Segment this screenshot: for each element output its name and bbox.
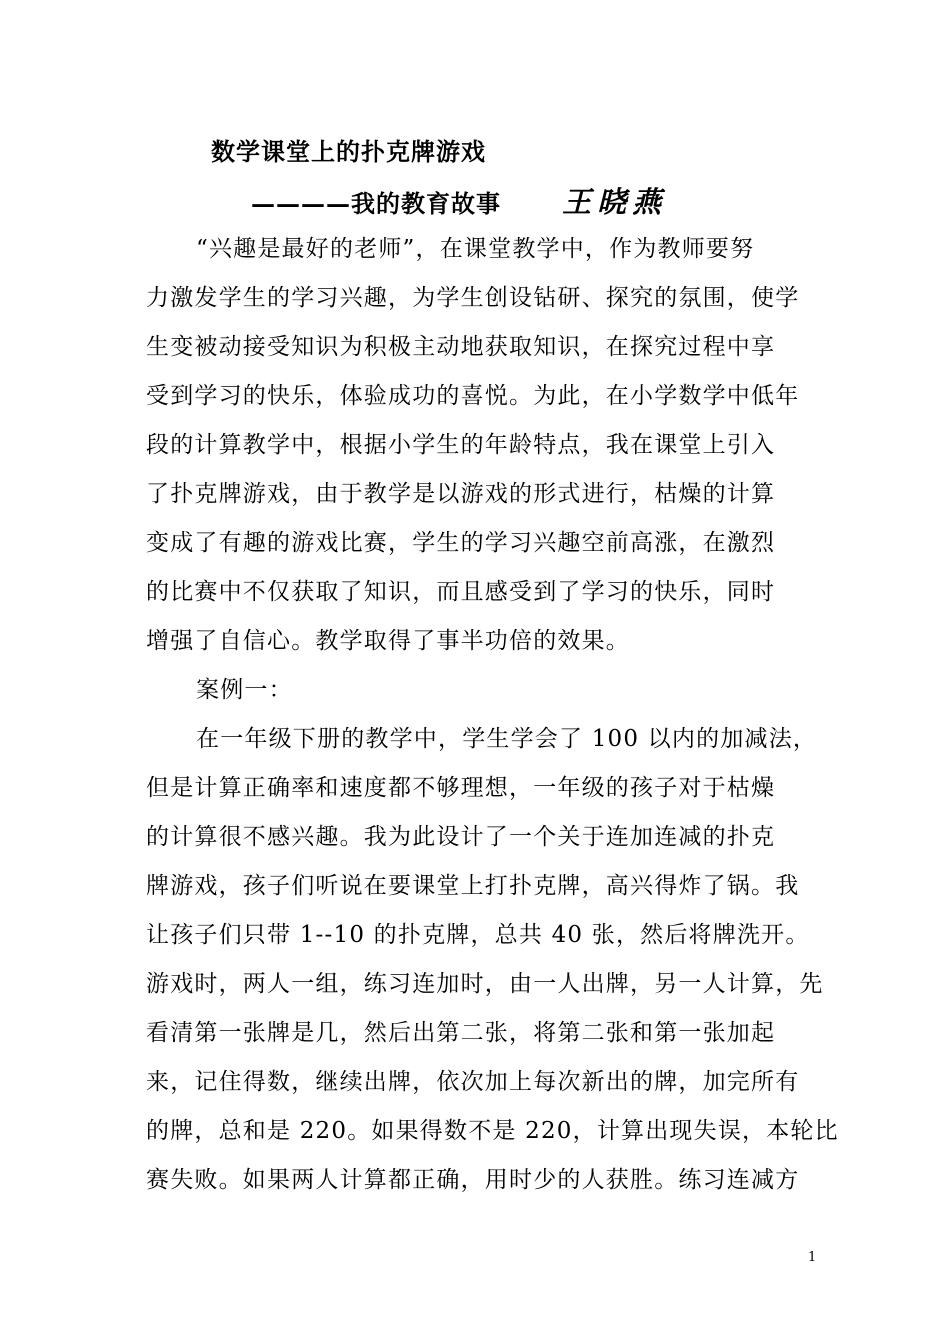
- subtitle-row: [251, 180, 667, 221]
- paragraph-line: 游戏时，两人一组，练习连加时，由一人出牌，另一人计算，先: [146, 971, 824, 997]
- paragraph-line: “兴趣是最好的老师”，在课堂教学中，作为教师要努: [196, 236, 755, 262]
- document-title: 数学课堂上的扑克牌游戏: [211, 137, 486, 166]
- paragraph-line: 变成了有趣的游戏比赛，学生的学习兴趣空前高涨，在激烈: [146, 530, 776, 556]
- section-heading: 案例一：: [196, 677, 293, 703]
- body-text: [146, 225, 839, 1205]
- paragraph-line: 段的计算教学中，根据小学生的年龄特点，我在课堂上引入: [146, 432, 776, 458]
- page-number: 1: [808, 1250, 817, 1265]
- paragraph-line: 了扑克牌游戏，由于教学是以游戏的形式进行，枯燥的计算: [146, 481, 776, 507]
- paragraph-line: 生变被动接受知识为积极主动地获取知识，在探究过程中享: [146, 334, 776, 360]
- paragraph-line: 赛失败。如果两人计算都正确，用时少的人获胜。练习连减方: [146, 1167, 800, 1193]
- paragraph-line: 让孩子们只带 1--10 的扑克牌，总共 40 张，然后将牌洗开。: [146, 922, 810, 948]
- paragraph-line: 的比赛中不仅获取了知识，而且感受到了学习的快乐，同时: [146, 579, 776, 605]
- paragraph-line: 的牌，总和是 220。如果得数不是 220，计算出现失误，本轮比: [146, 1118, 839, 1144]
- paragraph-line: 但是计算正确率和速度都不够理想，一年级的孩子对于枯燥: [146, 775, 776, 801]
- paragraph-line: 力激发学生的学习兴趣，为学生创设钻研、探究的氛围，使学: [146, 285, 800, 311]
- paragraph-line: 增强了自信心。教学取得了事半功倍的效果。: [146, 628, 630, 654]
- paragraph-line: 的计算很不感兴趣。我为此设计了一个关于连加连减的扑克: [146, 824, 776, 850]
- paragraph-line: 看清第一张牌是几，然后出第二张，将第二张和第一张加起: [146, 1020, 776, 1046]
- paragraph-line: 来，记住得数，继续出牌，依次加上每次新出的牌，加完所有: [146, 1069, 800, 1095]
- author-name: 王晓燕: [562, 185, 668, 219]
- paragraph-line: 在一年级下册的教学中，学生学会了 100 以内的加减法，: [196, 726, 818, 752]
- paragraph-line: 牌游戏，孩子们听说在要课堂上打扑克牌，高兴得炸了锅。我: [146, 873, 800, 899]
- paragraph-line: 受到学习的快乐，体验成功的喜悦。为此，在小学数学中低年: [146, 383, 800, 409]
- document-subtitle: ————我的教育故事: [251, 189, 501, 218]
